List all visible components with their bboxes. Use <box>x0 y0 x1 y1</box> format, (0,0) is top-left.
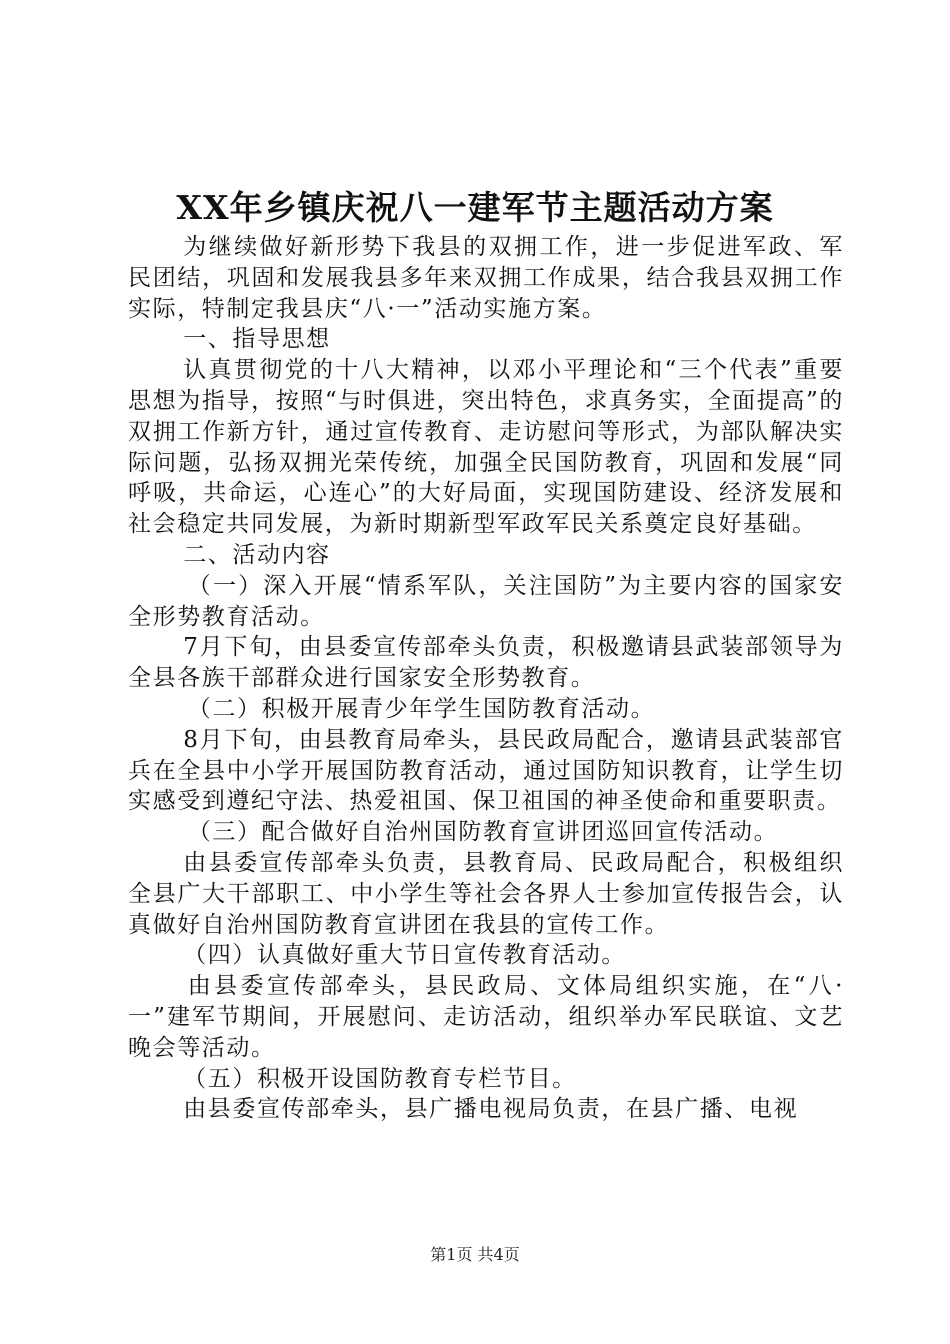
page-number: 第1页 共4页 <box>430 1245 520 1264</box>
activity-1-paragraph: 7月下旬，由县委宣传部牵头负责，积极邀请县武装部领导为全县各族干部群众进行国家安全形势教育。 <box>128 634 844 692</box>
activity-2-heading: （二）积极开展青少年学生国防教育活动。 <box>187 695 656 722</box>
guiding-ideology-paragraph: 认真贯彻党的十八大精神，以邓小平理论和“三个代表”重要思想为指导，按照“与时俱进，突出特色，求真务实，全面提高”的双拥工作新方针，通过宣传教育、走访慰问等形式，为部队解决实际问题，弘扬双拥光荣传统，加强全民国防教育，巩固和发展“同呼吸，共命运，心连心”的大好局面，实现国防建设、经济发展和社会稳定共同发展，为新时期新型军政军民关系奠定良好基础。 <box>128 357 844 538</box>
activity-3-heading: （三）配合做好自治州国防教育宣讲团巡回宣传活动。 <box>187 819 779 846</box>
activity-1-heading: （一）深入开展“情系军队，关注国防”为主要内容的国家安全形势教育活动。 <box>128 572 844 630</box>
document-title: XX年乡镇庆祝八一建军节主题活动方案 <box>176 188 774 227</box>
section-heading-guiding-ideology: 一、指导思想 <box>183 326 331 353</box>
activity-4-paragraph: 由县委宣传部牵头，县民政局、文体局组织实施，在“八·一”建军节期间，开展慰问、走访活动，组织举办军民联谊、文艺晚会等活动。 <box>128 973 844 1061</box>
activity-4-heading: （四）认真做好重大节日宣传教育活动。 <box>183 942 626 969</box>
section-heading-activities: 二、活动内容 <box>183 541 331 568</box>
activity-2-paragraph: 8月下旬，由县教育局牵头，县民政局配合，邀请县武装部官兵在全县中小学开展国防教育活动，通过国防知识教育，让学生切实感受到遵纪守法、热爱祖国、保卫祖国的神圣使命和重要职责。 <box>128 726 844 815</box>
activity-5-heading: （五）积极开设国防教育专栏节目。 <box>183 1065 577 1092</box>
intro-paragraph: 为继续做好新形势下我县的双拥工作，进一步促进军政、军民团结，巩固和发展我县多年来双拥工作成果，结合我县双拥工作实际，特制定我县庆“八·一”活动实施方案。 <box>128 234 844 322</box>
document-body <box>128 232 844 1125</box>
activity-5-paragraph: 由县委宣传部牵头，县广播电视局负责，在县广播、电视 <box>183 1096 799 1123</box>
activity-3-paragraph: 由县委宣传部牵头负责，县教育局、民政局配合，积极组织全县广大干部职工、中小学生等社会各界人士参加宣传报告会，认真做好自治州国防教育宣讲团在我县的宣传工作。 <box>128 849 844 938</box>
